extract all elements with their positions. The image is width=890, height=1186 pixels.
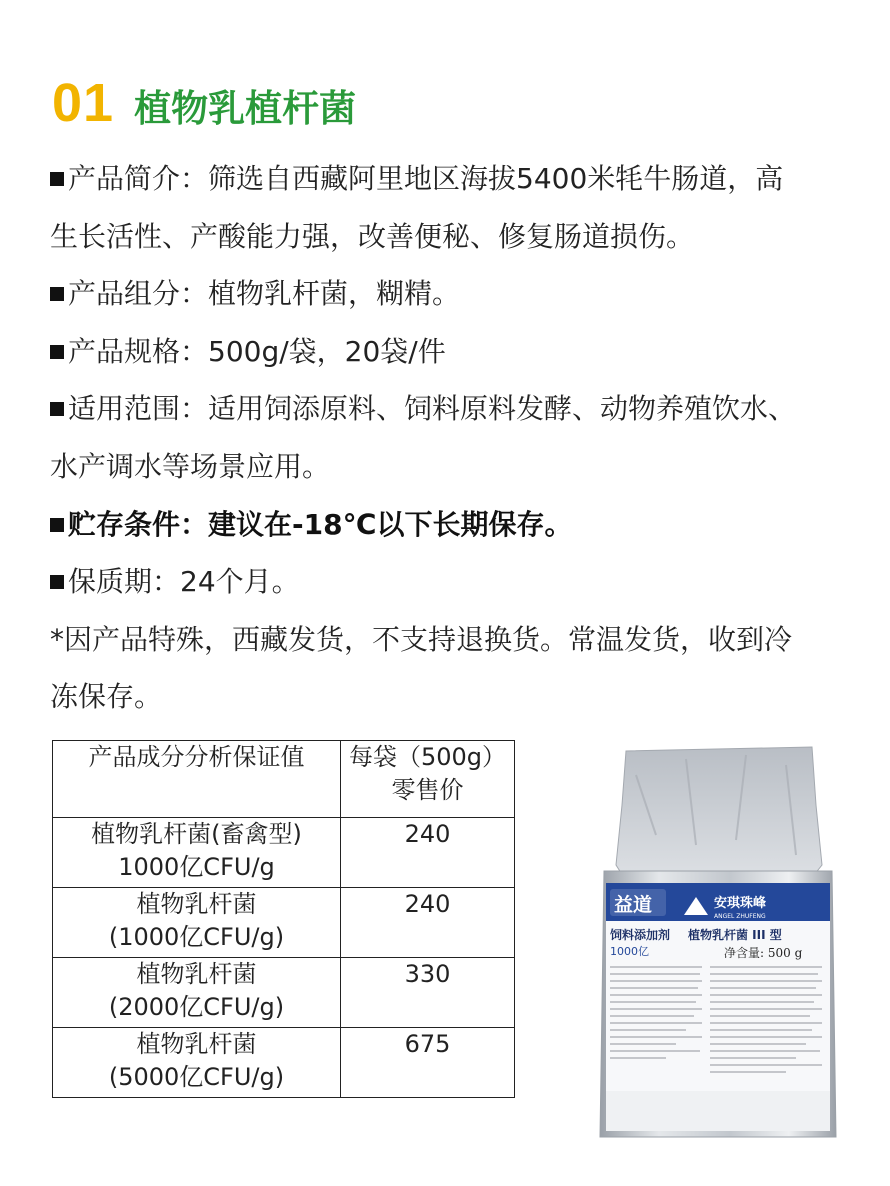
cell-price: 240	[341, 818, 515, 888]
cell-product: 植物乳杆菌(畜禽型) 1000亿CFU/g	[53, 818, 341, 888]
description-line: 水产调水等场景应用。	[50, 449, 331, 483]
section-number: 01	[52, 73, 115, 133]
description-line: 冻保存。	[50, 680, 163, 714]
description-line: 产品组分：植物乳杆菌，糊精。	[50, 265, 850, 323]
description-line: *因产品特殊，西藏发货，不支持退换货。常温发货，收到冷	[50, 622, 793, 656]
description-line: 产品规格：500g/袋，20袋/件	[50, 323, 850, 381]
net-weight: 净含量: 500 g	[724, 946, 803, 960]
square-bullet-icon	[50, 575, 64, 589]
cell-product: 植物乳杆菌 (1000亿CFU/g)	[53, 888, 341, 958]
bag-product-name: 植物乳杆菌 III 型	[688, 928, 782, 942]
bag-count: 1000亿	[610, 945, 649, 958]
description-line: 贮存条件：建议在-18℃以下长期保存。	[50, 496, 850, 554]
section-title	[52, 72, 356, 142]
cell-product: 植物乳杆菌 (2000亿CFU/g)	[53, 958, 341, 1028]
header-price: 每袋（500g） 零售价	[341, 741, 515, 818]
table-row	[53, 818, 515, 888]
square-bullet-icon	[50, 287, 64, 301]
section-heading: 植物乳植杆菌	[134, 87, 357, 130]
square-bullet-icon	[50, 518, 64, 532]
product-package-image	[596, 745, 840, 1145]
header-analysis: 产品成分分析保证值	[53, 741, 341, 818]
description-line: 保质期：24个月。	[50, 553, 850, 611]
maker-en-label: ANGEL ZHUFENG	[714, 913, 766, 920]
category-label: 饲料添加剂	[610, 928, 671, 942]
table-row	[53, 888, 515, 958]
square-bullet-icon	[50, 172, 64, 186]
product-description	[50, 150, 850, 726]
brand-label: 益道	[614, 894, 653, 916]
cell-product: 植物乳杆菌 (5000亿CFU/g)	[53, 1028, 341, 1098]
description-line: 生长活性、产酸能力强，改善便秘、修复肠道损伤。	[50, 219, 695, 253]
description-line: 适用范围：适用饲添原料、饲料原料发酵、动物养殖饮水、	[50, 380, 850, 438]
cell-price: 330	[341, 958, 515, 1028]
table-row	[53, 958, 515, 1028]
price-table	[52, 740, 515, 1098]
maker-label: 安琪珠峰	[714, 896, 767, 911]
square-bullet-icon	[50, 345, 64, 359]
table-row	[53, 1028, 515, 1098]
description-line: 产品简介：筛选自西藏阿里地区海拔5400米牦牛肠道，高	[50, 150, 850, 208]
cell-price: 675	[341, 1028, 515, 1098]
product-bag-illustration	[596, 745, 840, 1145]
cell-price: 240	[341, 888, 515, 958]
table-header-row	[53, 741, 515, 818]
square-bullet-icon	[50, 402, 64, 416]
